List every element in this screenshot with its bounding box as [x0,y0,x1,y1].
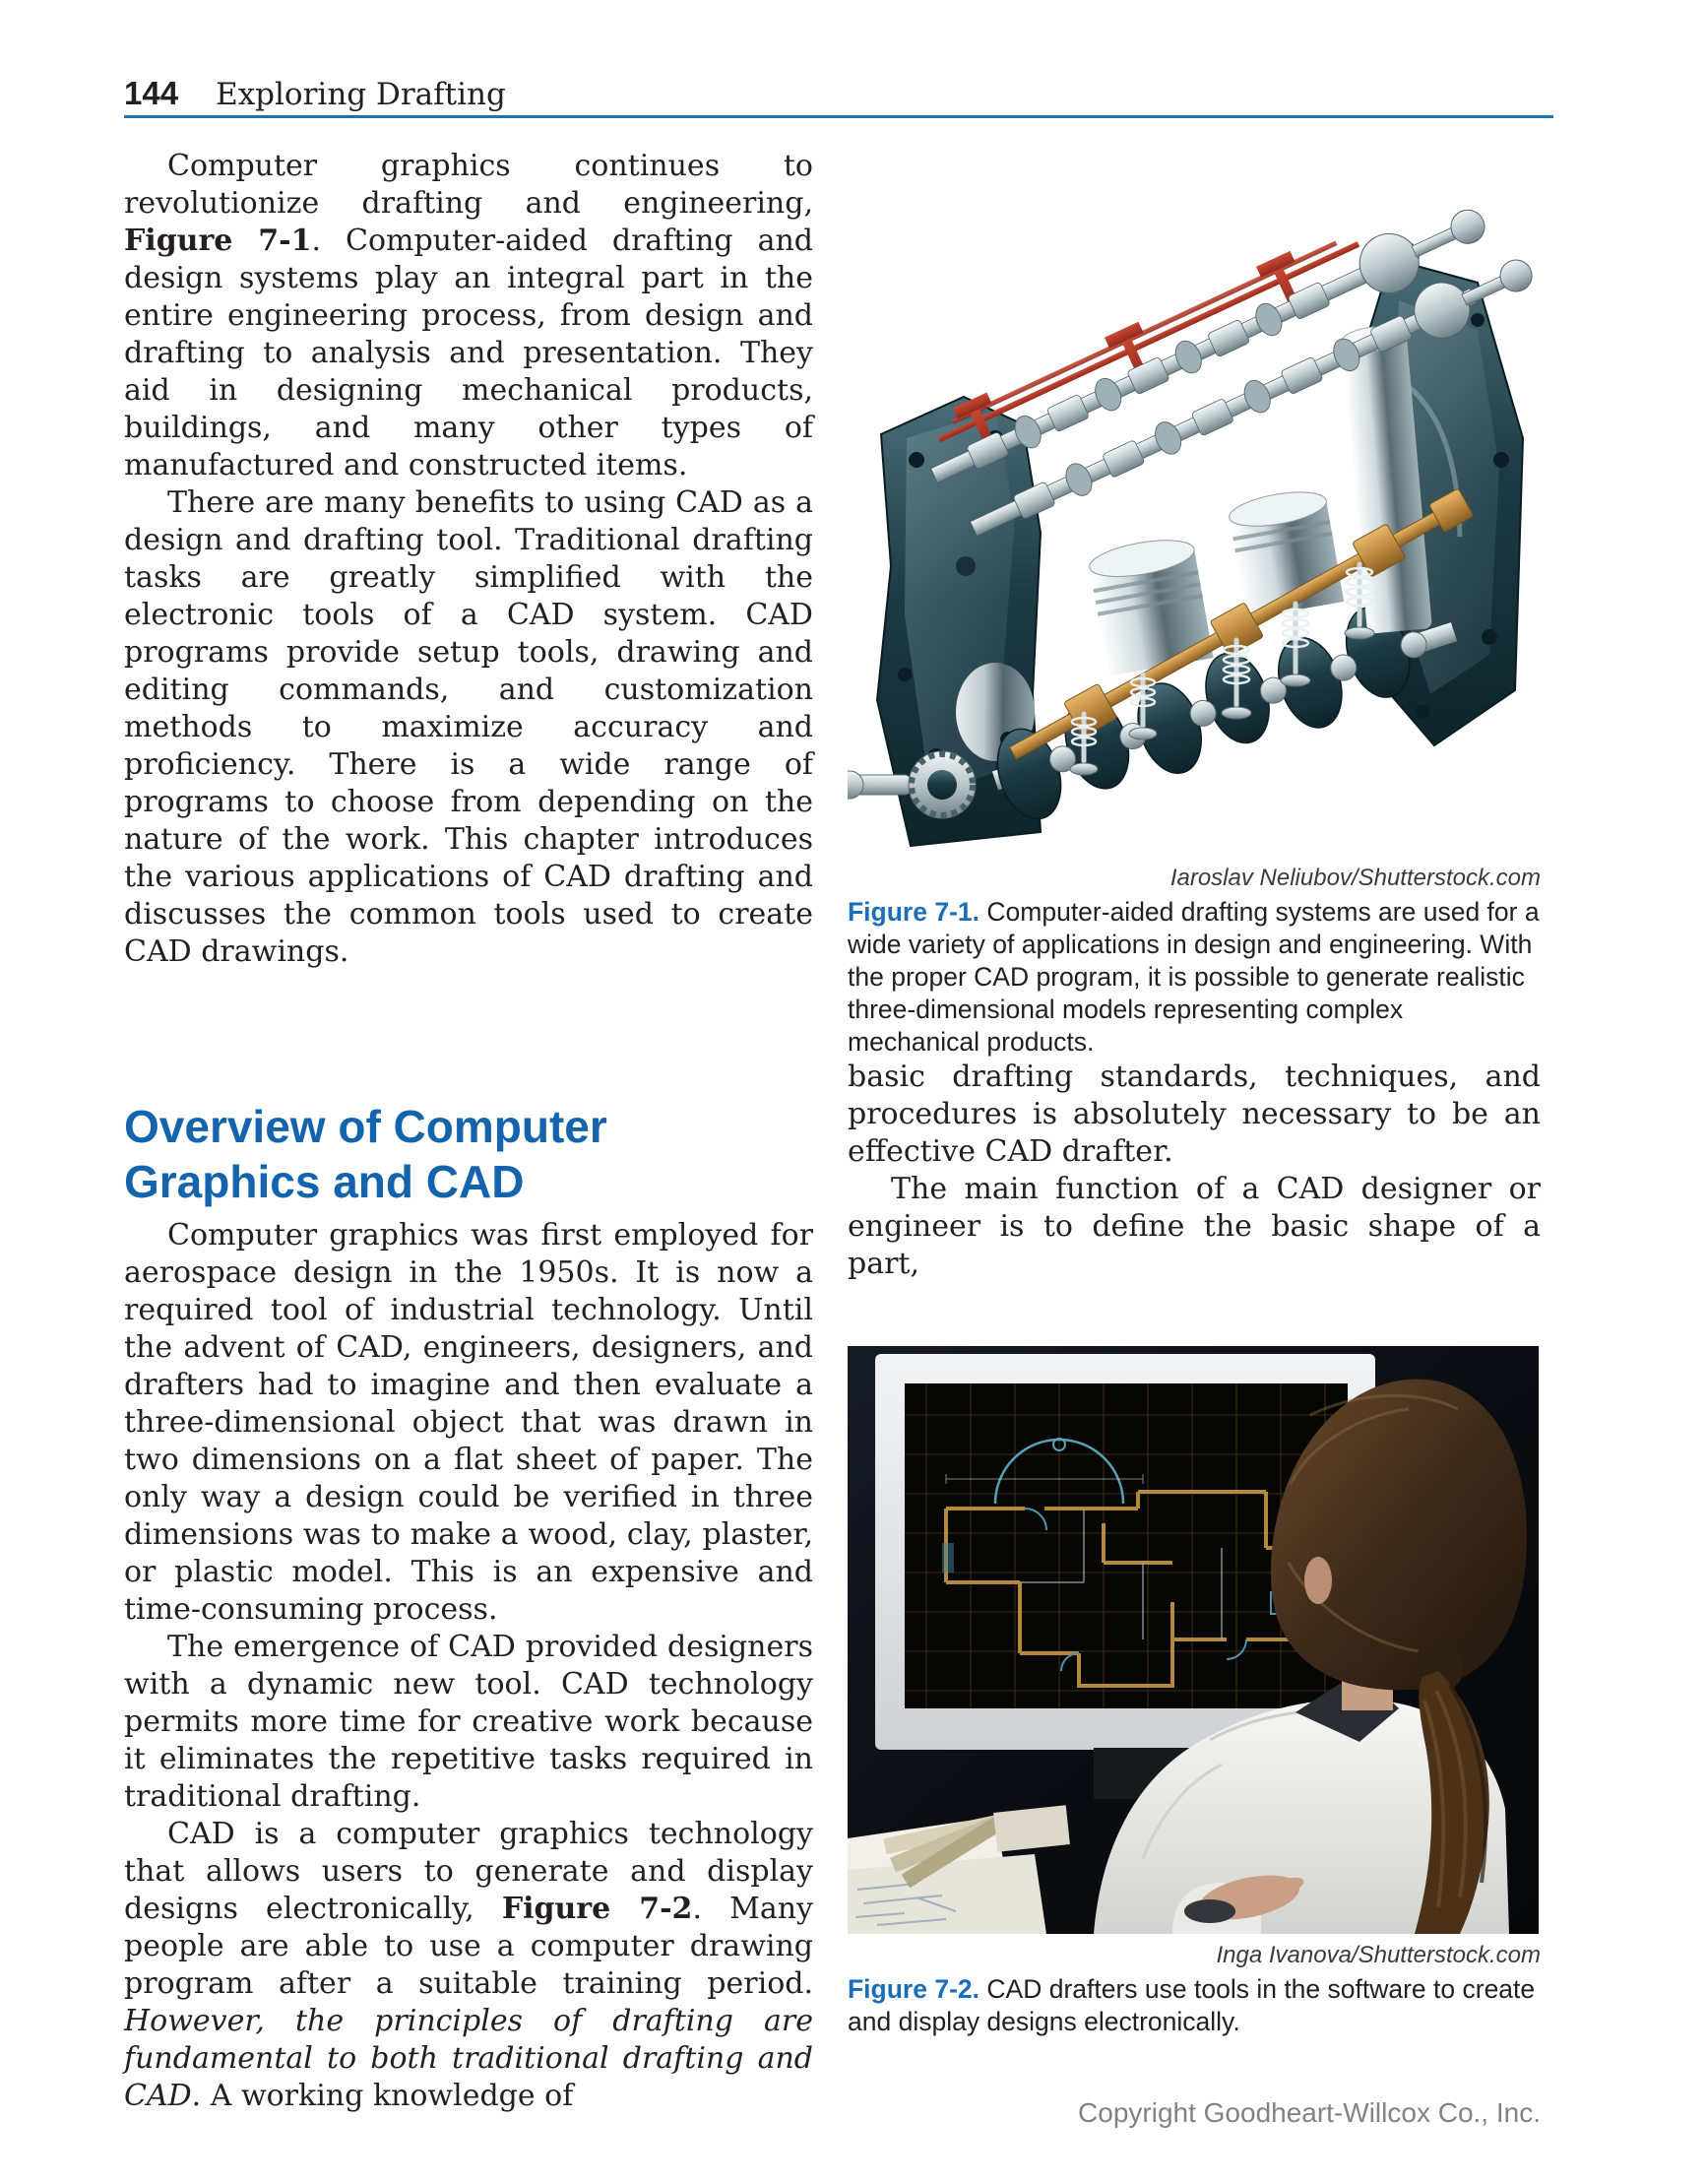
text-run: . Computer-aided drafting and design systems play an integral part in the entire engineering process, from design and drafting to analysis and presentation. They aid in designing mechanical products, buildings, and many other types of manufactured and constructed items. [124,224,813,482]
photo-credit-figure-2: Inga Ivanova/Shutterstock.com [1216,1942,1541,1968]
paragraph-standards: basic drafting standards, techniques, and procedures is absolutely necessary to be an effective CAD drafter. [848,1060,1541,1169]
page-number: 144 [124,75,179,111]
paragraph-main-function: The main function of a CAD designer or engineer is to define the basic shape of a part, [848,1172,1541,1281]
figure-1-caption-text: Computer-aided drafting systems are used for a wide variety of applications in design and engineering. With the proper CAD program, it is possible to generate realistic three-dimensional models representing complex mechanical products. [848,897,1540,1057]
photo-credit-figure-1: Iaroslav Neliubov/Shutterstock.com [1169,865,1541,891]
book-title: Exploring Drafting [216,77,506,112]
paragraph-benefits: There are many benefits to using CAD as a design and drafting tool. Traditional drafting tasks are greatly simplified with the electronic tools of a CAD system. CAD programs provide setup tools, drawing and editing commands, and customization methods to maximize accuracy and proficiency. There is a wide range of programs to choose from depending on the nature of the work. This chapter introduces the various applications of CAD drafting and discusses the common tools used to create CAD drawings. [124,485,813,969]
section-heading: Overview of Computer Graphics and CAD [124,1101,607,1207]
paragraph-history: Computer graphics was first employed for aerospace design in the 1950s. It is now a required tool of industrial technology. Until the advent of CAD, engineers, designers, and drafters had to imagine and then evaluate a three-dimensional object that was drawn in two dimensions on a flat sheet of paper. The only way a design could be verified in three dimensions was to make a wood, clay, plaster, or plastic model. This is an expensive and time-consuming process. [124,1218,813,1627]
paragraph-intro [124,148,813,484]
figure-reference: Figure 7-2 [501,1892,693,1926]
figure-1-caption [848,896,1541,1059]
left-column [124,148,813,2115]
figure-2-caption-text: CAD drafters use tools in the software to create and display designs electronically. [848,1974,1536,2036]
italic-principle-text: However, the principles of drafting are fundamental to both traditional drafting and CAD [124,2004,813,2113]
paragraph-emergence: The emergence of CAD provided designers with a dynamic new tool. CAD technology permits more time for creative work because it eliminates the repetitive tasks required in traditional drafting. [124,1630,813,1814]
cad-drafter-photo [848,1346,1539,1934]
text-run: CAD is a computer graphics technology that allows users to generate and display designs electronically, [124,1817,813,1926]
header-rule [124,115,1553,118]
figure-2-caption-label: Figure 7-2. [848,1974,980,2004]
figure-7-2 [848,1346,1541,2038]
engine-3d-render-image [848,143,1541,857]
figure-2-caption [848,1973,1541,2038]
page-header [124,75,1553,112]
figure-reference: Figure 7-1 [124,224,312,258]
copyright-notice: Copyright Goodheart-Willcox Co., Inc. [1078,2097,1541,2128]
right-column [848,143,1541,2038]
text-run: . A working knowledge of [191,2079,574,2113]
figure-1-caption-label: Figure 7-1. [848,897,980,927]
text-run: . Many people are able to use a computer drawing program after a suitable training period. [124,1892,813,2001]
figure-7-1 [848,143,1541,1059]
text-run: Computer graphics continues to revolutionize drafting and engineering, [124,149,813,221]
paragraph-cad-technology [124,1816,813,2115]
